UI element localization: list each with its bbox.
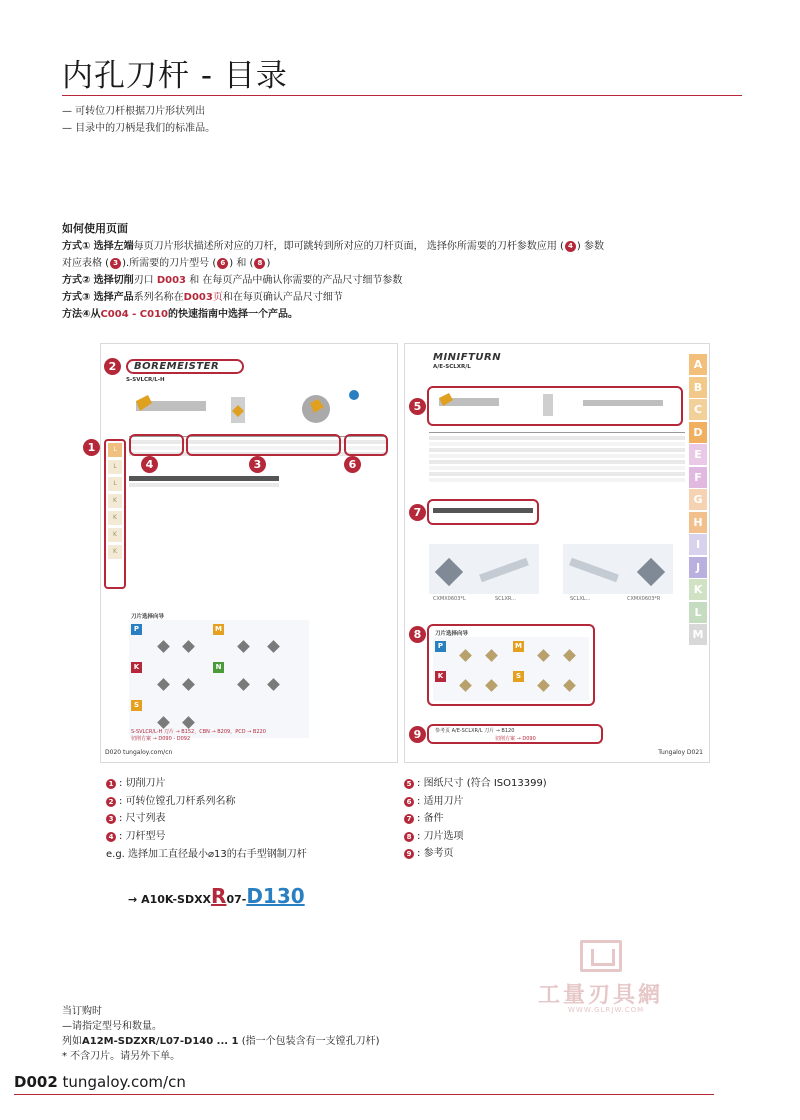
legend-text: 刀杆型号 <box>125 830 166 842</box>
series-name-right: A/E-SCLXR/L <box>433 364 471 370</box>
callout-5: 5 <box>409 398 426 415</box>
insert-icon <box>537 649 550 662</box>
tool-diagram-icon <box>433 390 677 422</box>
highlight-holder-type <box>129 434 184 456</box>
insert-icon <box>182 716 195 729</box>
table-row <box>429 472 685 476</box>
ref-line-right: 切削方案 → D090 <box>495 736 536 742</box>
legend-text: 备件 <box>423 813 444 824</box>
parts-bar <box>129 476 279 481</box>
arrow-icon: → <box>128 893 138 906</box>
ref-line-left: S-SVLCR/L-H 刀片 → B152，CBN → B209，PCD → B220 <box>131 729 266 735</box>
highlight-dimensions <box>186 434 341 456</box>
table-rule <box>429 432 685 433</box>
ordering-title: 当订购时 <box>62 1006 102 1017</box>
left-page-footer: D020 tungaloy.com/cn <box>105 749 173 756</box>
insert-shape-strip[interactable] <box>104 439 126 589</box>
part-prefix: A10K-SDXX <box>141 893 212 906</box>
method-3-page: 页 <box>212 292 223 303</box>
ordering-part: A12M-SDZXR/L07-D140 ... 1 <box>82 1036 239 1047</box>
legend-number: 5 <box>404 779 414 789</box>
footer-rule <box>14 1094 714 1095</box>
ordering-text: 列如 <box>62 1036 82 1047</box>
legend-number: 6 <box>404 797 414 807</box>
material-label: P <box>131 624 142 635</box>
insert-icon <box>267 640 280 653</box>
method-3 <box>62 289 742 306</box>
howto-title: 如何使用页面 <box>62 222 128 235</box>
intro-list <box>62 103 215 137</box>
intro-item: — 可转位刀杆根据刀片形状列出 <box>62 106 206 117</box>
legend-number: 1 <box>106 779 116 789</box>
method-3-bold: 选择产品 <box>93 292 134 303</box>
legend-text: 刀片选项 <box>423 830 464 842</box>
insert-icon <box>157 678 170 691</box>
chip-guide-title-left: 刀片选择向导 <box>131 614 165 620</box>
section-tab[interactable]: K <box>689 579 707 600</box>
strip-cell[interactable]: L <box>108 460 122 474</box>
example-part-number <box>128 884 305 908</box>
legend-number: 3 <box>106 814 116 824</box>
material-label: M <box>213 624 224 635</box>
material-label: M <box>513 641 524 652</box>
right-page-footer: Tungaloy D021 <box>658 749 703 756</box>
material-label: K <box>131 662 142 673</box>
method-4-text: 的快速指南中选择一个产品。 <box>168 309 299 320</box>
method-3-text: 和在每页确认产品尺寸细节 <box>222 292 343 303</box>
strip-cell[interactable]: K <box>108 528 122 542</box>
legend-number: 7 <box>404 814 414 824</box>
legend-item: 2 : 可转位镗孔刀杆系列名称 <box>106 793 236 811</box>
strip-cell[interactable]: L <box>108 477 122 491</box>
insert-icon <box>237 678 250 691</box>
legend-item: 3 : 尺寸列表 <box>106 810 236 828</box>
material-label: N <box>213 662 224 673</box>
strip-cell[interactable]: K <box>108 494 122 508</box>
material-label: S <box>513 671 524 682</box>
legend-item: 8 : 刀片选项 <box>404 828 547 846</box>
ordering-text: (指一个包装含有一支镗孔刀杆) <box>238 1036 380 1047</box>
method-4 <box>62 306 742 323</box>
page-link-d003[interactable]: D003 <box>156 275 187 286</box>
chip-guide-right <box>433 637 589 701</box>
callout-4: 4 <box>141 456 158 473</box>
page-number: D002 <box>14 1073 58 1091</box>
badge-3: 3 <box>110 258 121 269</box>
tool-drawing-left <box>126 389 366 431</box>
catalog-page-left <box>87 343 398 763</box>
insert-icon <box>485 679 498 692</box>
legend-item: 7 : 备件 <box>404 810 547 828</box>
badge-8: 8 <box>254 258 265 269</box>
table-row <box>429 448 685 452</box>
insert-label: SCLXR... <box>495 596 516 602</box>
table-row <box>429 436 685 440</box>
insert-icon <box>267 678 280 691</box>
tool-diagram-icon <box>126 389 366 431</box>
page-link-d003[interactable]: D003 <box>183 292 213 303</box>
method-2 <box>62 272 742 289</box>
section-tab[interactable]: F <box>689 467 707 488</box>
callout-8: 8 <box>409 626 426 643</box>
section-tab[interactable]: A <box>689 354 707 375</box>
ordering-line: —请指定型号和数量。 <box>62 1021 162 1032</box>
page-link-c004-c010[interactable]: C004 - C010 <box>100 309 169 320</box>
table-row <box>429 478 685 482</box>
material-label: K <box>435 671 446 682</box>
footer-site-link[interactable]: tungaloy.com/cn <box>62 1073 186 1091</box>
legend-text: 切削刀片 <box>125 778 166 789</box>
insert-icon <box>182 678 195 691</box>
watermark <box>538 940 668 1030</box>
brand-boremeister: BOREMEISTER <box>126 359 244 374</box>
method-1-text: 对应表格 ( <box>62 258 110 269</box>
callout-3: 3 <box>249 456 266 473</box>
legend-right <box>404 775 547 863</box>
legend-text: 尺寸列表 <box>125 813 166 824</box>
insert-icon <box>563 649 576 662</box>
callout-1: 1 <box>83 439 100 456</box>
legend-text: 可转位镗孔刀杆系列名称 <box>125 795 236 807</box>
brand-miniturn: MINIFTURN <box>433 352 502 363</box>
material-label: P <box>435 641 446 652</box>
insert-icon <box>537 679 550 692</box>
insert-icon <box>485 649 498 662</box>
method-3-lead: 方式③ <box>62 292 91 303</box>
section-tab-active[interactable]: D <box>689 422 707 443</box>
bar-icon <box>569 558 619 583</box>
chip-guide-left <box>129 620 309 738</box>
legend-item: 6 : 适用刀片 <box>404 793 547 811</box>
legend-item: 9 : 参考页 <box>404 845 547 863</box>
method-1-text: ) <box>266 258 271 269</box>
legend-item: 4 : 刀杆型号 <box>106 828 236 846</box>
ordering-line: * 不含刀片。请另外下单。 <box>62 1051 181 1062</box>
section-tab[interactable]: M <box>689 624 707 645</box>
insert-photo-right <box>563 544 673 594</box>
method-2-text: 和 在每页产品中确认你需要的产品尺寸细节参数 <box>189 275 403 286</box>
insert-icon <box>459 679 472 692</box>
example-text: e.g. 选择加工直径最小⌀13的右手型钢制刀杆 <box>106 849 307 860</box>
method-3-text: 系列名称在 <box>133 292 184 303</box>
part-hand-r: R <box>211 884 227 908</box>
table-row <box>429 466 685 470</box>
legend-item: 1 : 切削刀片 <box>106 775 236 793</box>
material-label: S <box>131 700 142 711</box>
insert-icon <box>563 679 576 692</box>
legend-number: 2 <box>106 797 116 807</box>
legend-text: 参考页 <box>423 848 454 859</box>
section-tab[interactable]: C <box>689 399 707 420</box>
callout-2: 2 <box>104 358 121 375</box>
highlight-inserts <box>344 434 388 456</box>
insert-icon <box>637 558 665 586</box>
insert-icon <box>435 558 463 586</box>
insert-label: SCLXL... <box>570 596 591 602</box>
callout-6: 6 <box>344 456 361 473</box>
legend-number: 4 <box>106 832 116 842</box>
method-4-text: 从 <box>90 309 101 320</box>
legend-text: 图纸尺寸 (符合 ISO13399) <box>423 778 547 789</box>
section-tab[interactable]: J <box>689 557 707 578</box>
ref-line-left: 切削方案 → D090 - D092 <box>131 736 191 742</box>
section-tab[interactable]: B <box>689 377 707 398</box>
section-tab[interactable]: L <box>689 602 707 623</box>
callout-7: 7 <box>409 504 426 521</box>
method-1-text: 每页刀片形状描述所对应的刀杆，即可跳转到所对应的刀杆页面， 选择你所需要的刀杆参数应用 ( <box>133 241 564 252</box>
method-1-text: ) 和 ( <box>229 258 254 269</box>
method-2-lead: 方式② <box>62 275 91 286</box>
page-footer <box>14 1073 186 1091</box>
method-2-bold: 选择切削 <box>93 275 134 286</box>
legend-left <box>106 775 236 845</box>
method-1-lead: 方式① <box>62 241 91 252</box>
chip-guide-title-right: 刀片选择向导 <box>435 631 469 637</box>
parts-bar <box>433 508 533 513</box>
method-4-lead: 方法④ <box>62 309 91 320</box>
section-tabs[interactable] <box>689 354 707 647</box>
watermark-url: WWW.GLRJW.COM <box>568 1006 645 1014</box>
section-tab[interactable]: G <box>689 489 707 510</box>
insert-label: CXMX0603*R <box>627 596 661 602</box>
method-1 <box>62 238 742 255</box>
insert-icon <box>157 640 170 653</box>
legend-item: 5 : 图纸尺寸 (符合 ISO13399) <box>404 775 547 793</box>
method-2-text: 刃口 <box>133 275 154 286</box>
badge-4: 4 <box>565 241 576 252</box>
section-tab[interactable]: H <box>689 512 707 533</box>
insert-icon <box>237 640 250 653</box>
watermark-text: 工量刃具網 <box>538 983 664 1008</box>
legend-number: 9 <box>404 849 414 859</box>
intro-item: — 目录中的刀柄是我们的标准品。 <box>62 123 216 134</box>
page-title: 内孔刀杆 - 目录 <box>62 58 288 94</box>
section-tab[interactable]: E <box>689 444 707 465</box>
strip-cell[interactable]: K <box>108 545 122 559</box>
badge-6: 6 <box>217 258 228 269</box>
part-mid: 07- <box>226 893 247 906</box>
table-row <box>429 460 685 464</box>
strip-cell-active[interactable]: L <box>108 443 122 457</box>
catalog-page-right <box>404 343 710 763</box>
parts-row <box>129 483 279 487</box>
bar-icon <box>479 558 529 583</box>
method-1-text: ).所需要的刀片型号 ( <box>122 258 217 269</box>
title-rule <box>62 95 742 96</box>
ordering-line <box>62 1034 380 1049</box>
insert-icon <box>459 649 472 662</box>
watermark-logo-icon <box>580 940 622 972</box>
page-link-d130[interactable]: D130 <box>246 884 305 908</box>
method-1-cont <box>62 255 742 272</box>
table-row <box>429 454 685 458</box>
ref-line-right: 参考页 A/E-SCLXR/L 刀片 → B120 <box>435 728 515 734</box>
ordering-note <box>62 1004 380 1064</box>
insert-photo-left <box>429 544 539 594</box>
section-tab[interactable]: I <box>689 534 707 555</box>
method-1-text: ) 参数 <box>576 241 605 252</box>
strip-cell[interactable]: K <box>108 511 122 525</box>
legend-text: 适用刀片 <box>423 795 464 807</box>
legend-number: 8 <box>404 832 414 842</box>
howto-body <box>62 238 742 323</box>
insert-icon <box>182 640 195 653</box>
insert-label: CXMX0603*L <box>433 596 466 602</box>
callout-9: 9 <box>409 726 426 743</box>
table-row <box>429 442 685 446</box>
insert-icon <box>157 716 170 729</box>
series-name-left: S-SVLCR/L-H <box>126 377 165 383</box>
method-1-bold: 选择左端 <box>93 241 134 252</box>
catalog-spread <box>87 343 710 763</box>
